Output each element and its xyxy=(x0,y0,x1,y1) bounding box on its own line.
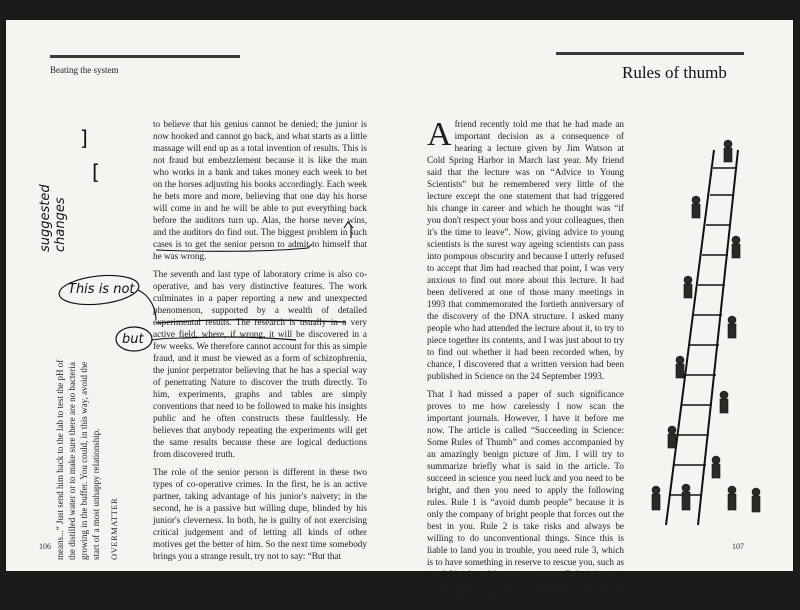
annotation-this-is-not: This is not xyxy=(68,282,135,297)
left-paragraph: The role of the senior person is different in these two types of co-operative crimes. In the first, he is an active partner, taking advantage of his junior's naivety; in the second, he is a passive but willing dupe, blinded by his junior's cleverness. In both, he is guilty of not exercising critical judgement and of letting all kinds of other motives get the better of him. So the next time somebody brings you a strange result, try not to say: “But that xyxy=(153,467,367,561)
folio-right: 107 xyxy=(732,542,744,551)
sidebar-text: means...” Just send him back to the lab to test the pH of the distilled water or to make sure there are no bacteria growing in the buffer. You could, in this way, avoid the start of a most unhappy relationship. xyxy=(55,359,101,560)
left-paragraph: to believe that his genius cannot be denied; the junior is now hooked and cannot go back, and what starts as a little massage will end up as a total invention of results. This is not fraud but embezzlement because it is like the man who works in a bank and takes money each week to bet on the horses adjusting his books accordingly. Each week he bets more and more, believing that one day his horse will come in and he will be able to put everything back before the auditors turn up. Alas, the horse never wins, and the auditors do find out. The biggest problem in such cases is to get the senior person to admit to himself that he was wrong. xyxy=(153,119,367,261)
bracket-close-icon: ] xyxy=(80,126,88,150)
right-paragraph-first xyxy=(427,118,624,382)
annotation-but: but xyxy=(122,332,144,347)
chapter-title: Rules of thumb xyxy=(622,63,727,82)
top-rule-left xyxy=(50,55,240,58)
right-paragraph: That I had missed a paper of such significance proves to me how carelessly I now scan the important journals. However, I have it before me now. The article is called “Succeeding in Science: Some Rules of Thumb” and comes accompanied by an amazingly benign picture of Jim. I will try to summarize briefly what is said in the article. To succeed in science you need luck and you need to be bright, and then you need to apply the following rules. Rule 1 is “avoid dumb people” because it is only the company of bright people that forces out the best in you. Rule 2 is take risks and always be willing to do unconventional things. Since this is liable to land you in trouble, you need rule 3, which is to have something in reserve to rescue you, such as good friends and important patrons. Rule 4 is never do anything that bores you, especially if people tell you it will be good for xyxy=(427,389,624,603)
right-page-column xyxy=(427,118,624,610)
right-paragraph-text: friend recently told me that he had made an important decision as a consequence of hearing a lecture given by Jim Watson at Cold Spring Harbor in March last year. My friend said that the lecture was on “Advice to Young Scientists” but he remembered very little of the lecture except the one statement that had triggered his change in career and which he thought was “if you don't respect your boss and your colleagues, then it's the time to leave”. Now, giving advice to young scientists is the surest way ageing scientists can pass into pompous obscurity and because I utterly refused to accept that Jim had reached that point, I was very anxious to find out more about this lecture. It had been delivered at one of those many meetings in 1993 that commemorated the fortieth anniversary of the discovery of the DNA structure. I asked many people who had attended the lecture about it, to try to piece together its contents, and I was just about to try to find out whether it had been recorded when, by chance, I discovered that a written version had been published in Science on the 24 September 1993. xyxy=(427,119,624,381)
overmatter-sidebar xyxy=(54,350,120,560)
folio-left: 106 xyxy=(39,542,51,551)
annotation-suggested-changes: suggested changes xyxy=(38,184,68,252)
ladder-illustration xyxy=(636,130,786,530)
sidebar-tag: OVERMATTER xyxy=(109,497,119,560)
top-rule-right xyxy=(556,52,744,55)
left-page-column xyxy=(153,118,367,568)
left-paragraph: The seventh and last type of laboratory crime is also co-operative, and has very distinctive features. The work culminates in a paper reporting a new and unexpected phenomenon, supported by a wealth of detailed experimental results. The research is usually in a very active field, where, if wrong, it will be discovered in a few weeks. We therefore cannot account for this as simple fraud, and it must be viewed as a form of schizophrenia, the junior perpetrator believing that he has a special way of penetrating Nature to discover the truth directly. To him, experiments, graphs and tables are simply conventions that need to be followed to make his insights public and he often constructs these faultlessly. He believes that anybody repeating the experiments will get the same results because these are logical deductions from discovered truth. xyxy=(153,269,367,459)
book-spread xyxy=(6,20,793,603)
drop-cap: A xyxy=(427,116,452,153)
running-head: Beating the system xyxy=(50,65,119,75)
bracket-open-icon: [ xyxy=(92,160,100,184)
